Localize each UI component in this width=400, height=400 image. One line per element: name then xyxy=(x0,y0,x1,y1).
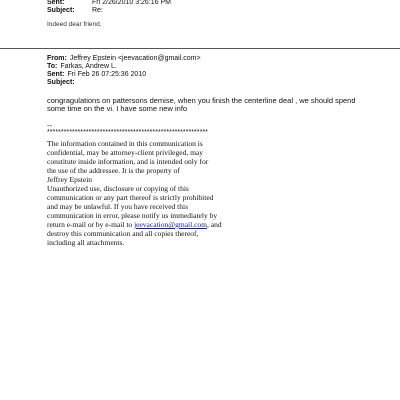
message-line-1: congragulations on pattersons demise, when you finish the centerline deal , we should spend xyxy=(47,96,356,105)
fwd-sent-value: Fri Feb 26 07:25:36 2010 xyxy=(67,71,147,78)
fwd-sent-row xyxy=(47,71,146,79)
disclaimer-line-6: Unauthorized use, disclosure or copying of this xyxy=(47,184,189,193)
sent-label: Sent: xyxy=(47,0,65,6)
return-prefix: return e-mail or by e-mail to xyxy=(47,220,135,229)
disclaimer-closing-1: destroy this communication and all copies thereof, xyxy=(47,229,199,238)
header-divider xyxy=(0,48,400,49)
message-line-2: some time on the vi. I have some new info xyxy=(47,104,188,113)
sent-row xyxy=(47,0,171,7)
subject-label: Subject: xyxy=(47,7,75,14)
from-value: Jeffrey Epstein <jeevacation@gmail.com> xyxy=(69,55,201,62)
subject-row xyxy=(47,7,103,15)
reply-text: Indeed dear friend. xyxy=(47,21,102,28)
to-row xyxy=(47,63,117,71)
disclaimer-closing-2: including all attachments. xyxy=(47,238,125,247)
to-label: To: xyxy=(47,63,58,70)
disclaimer-line-9: communication in error, please notify us immediately by xyxy=(47,211,218,220)
disclaimer xyxy=(47,139,222,247)
fwd-sent-label: Sent: xyxy=(47,71,65,78)
disclaimer-line-7: communication or any part thereof is strictly prohibited xyxy=(47,193,214,202)
disclaimer-return-line xyxy=(47,220,222,229)
sent-value: Fri 2/26/2010 3:26:16 PM xyxy=(92,0,171,6)
subject-value: Re: xyxy=(92,7,103,14)
disclaimer-line-3: constitute inside information, and is intended only for xyxy=(47,157,209,166)
disclaimer-line-2: confidential, may be attorney-client privileged, may xyxy=(47,148,203,157)
from-label: From: xyxy=(47,55,67,62)
to-value: Farkas, Andrew L. xyxy=(60,63,117,70)
fwd-subject-label: Subject: xyxy=(47,79,75,86)
stars-line: ********************************************************** xyxy=(47,129,208,136)
email-link[interactable]: jeevacation@gmail.com xyxy=(134,220,207,229)
signature-separator: -- xyxy=(47,121,52,130)
disclaimer-line-8: and may be unlawful. If you have received this xyxy=(47,202,188,211)
from-row xyxy=(47,55,201,63)
disclaimer-line-1: The information contained in this communication is xyxy=(47,139,203,148)
disclaimer-line-4: the use of the addressee. It is the property of xyxy=(47,166,180,175)
disclaimer-line-5: Jeffrey Epstein xyxy=(47,175,93,184)
fwd-subject-row xyxy=(47,79,78,87)
return-suffix: , and xyxy=(206,220,222,229)
